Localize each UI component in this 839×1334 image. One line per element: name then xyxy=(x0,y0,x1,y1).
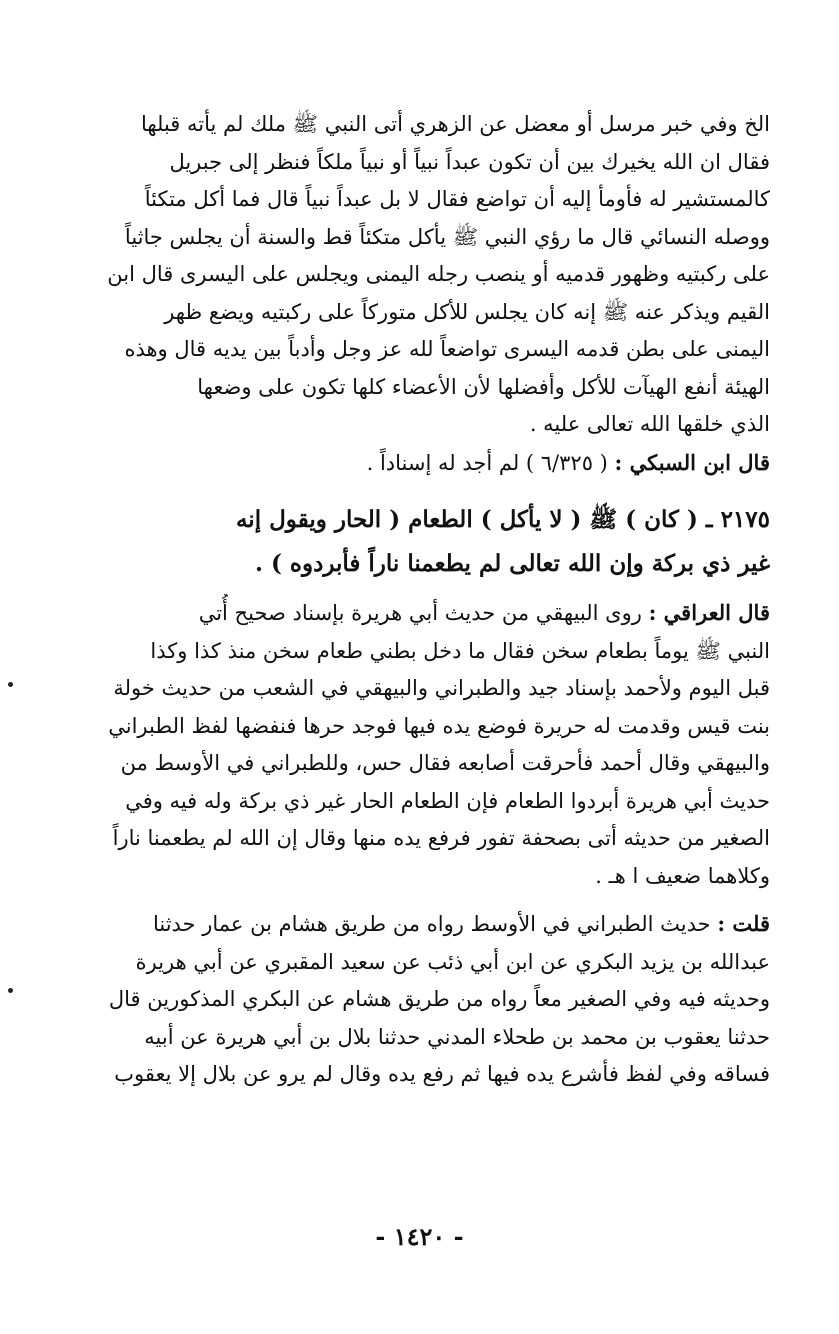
text-line: الهيئة أنفع الهيآت للأكل وأفضلها لأن الأعضاء كلها تكون على وضعها xyxy=(197,374,770,399)
qultu-paragraph xyxy=(80,905,770,1094)
text-line: بنت قيس وقدمت له حريرة فوضع يده فيها فوجد حرها فنفضها لفظ الطبراني xyxy=(108,713,770,738)
hadith-line: غير ذي بركة وإن الله تعالى لم يطعمنا ناراً فأبردوه ) . xyxy=(255,550,770,577)
iraqi-lead: قال العراقي : xyxy=(648,600,770,625)
iraqi-first-line: روى البيهقي من حديث أبي هريرة بإسناد صحيح أُتي xyxy=(198,601,642,625)
text-line: حديث أبي هريرة أبردوا الطعام فإن الطعام الحار غير ذي بركة وله فيه وفي xyxy=(125,788,770,813)
qultu-first-line: حديث الطبراني في الأوسط رواه من طريق هشام بن عمار حدثنا xyxy=(152,912,711,936)
qultu-lead: قلت : xyxy=(717,911,770,936)
hadith-line: ٢١٧٥ ـ ( كان ) ﷺ ( لا يأكل ) الطعام ( الحار ويقول إنه xyxy=(235,506,770,533)
text-line: على ركبتيه وظهور قدميه أو ينصب رجله اليمنى ويجلس على اليسرى قال ابن xyxy=(107,262,770,286)
text-line: والبيهقي وقال أحمد فأحرقت أصابعه فقال حس، وللطبراني في الأوسط من xyxy=(120,751,770,775)
text-line: الخ وفي خبر مرسل أو معضل عن الزهري أتى النبي ﷺ ملك لم يأته قبلها xyxy=(140,112,770,136)
margin-dot-mark xyxy=(8,682,13,687)
commentary-paragraph xyxy=(80,106,770,482)
text-line: النبي ﷺ يوماً بطعام سخن فقال ما دخل بطني طعام سخن منذ كذا وكذا xyxy=(150,638,770,663)
hadith-heading xyxy=(80,498,770,586)
text-line: فساقه وفي لفظ فأشرع يده فيها ثم رفع يده وقال لم يرو عن بلال إلا يعقوب xyxy=(114,1062,770,1086)
text-line: كالمستشير له فأومأ إليه أن تواضع فقال لا بل عبداً نبياً قال فما أكل متكئاً xyxy=(144,187,770,211)
text-line: الذي خلقها الله تعالى عليه . xyxy=(529,412,770,436)
text-line: القيم ويذكر عنه ﷺ إنه كان يجلس للأكل متوركاً على ركبتيه ويضع ظهر xyxy=(164,299,770,324)
text-line: اليمنى على بطن قدمه اليسرى تواضعاً لله عز وجل وأدباً بين يديه قال وهذه xyxy=(124,337,770,361)
text-line: عبدالله بن يزيد البكري عن ابن أبي ذئب عن سعيد المقبري عن أبي هريرة xyxy=(135,949,770,974)
iraqi-paragraph xyxy=(80,594,770,895)
text-line xyxy=(80,594,770,633)
subki-text: ( ٦/٣٢٥ ) لم أجد له إسناداً . xyxy=(366,450,608,475)
text-line: حدثنا يعقوب بن محمد بن طحلاء المدني حدثنا بلال بن أبي هريرة عن أبيه xyxy=(144,1024,770,1049)
subki-lead: قال ابن السبكي : xyxy=(614,449,770,475)
text-line xyxy=(80,905,770,944)
text-line: الصغير من حديثه أتى بصحفة تفور فرفع يده منها وقال إن الله لم يطعمنا ناراً xyxy=(112,826,770,850)
page-number: - ١٤٢٠ - xyxy=(375,1222,464,1251)
text-line: وكلاهما ضعيف ا هـ . xyxy=(595,863,770,888)
text-line: وحديثه فيه وفي الصغير معاً رواه من طريق هشام عن البكري المذكورين قال xyxy=(108,987,770,1011)
subki-line xyxy=(80,444,770,483)
text-line: قبل اليوم ولأحمد بإسناد جيد والطبراني والبيهقي في الشعب من حديث خولة xyxy=(113,676,770,700)
page-body xyxy=(80,106,770,1094)
text-line: فقال ان الله يخيرك بين أن تكون عبداً نبياً أو نبياً ملكاً فنظر إلى جبريل xyxy=(169,149,770,174)
margin-dot-mark xyxy=(8,988,13,993)
text-line: ووصله النسائي قال ما رؤي النبي ﷺ يأكل متكئاً قط والسنة أن يجلس جاثياً xyxy=(124,224,770,249)
